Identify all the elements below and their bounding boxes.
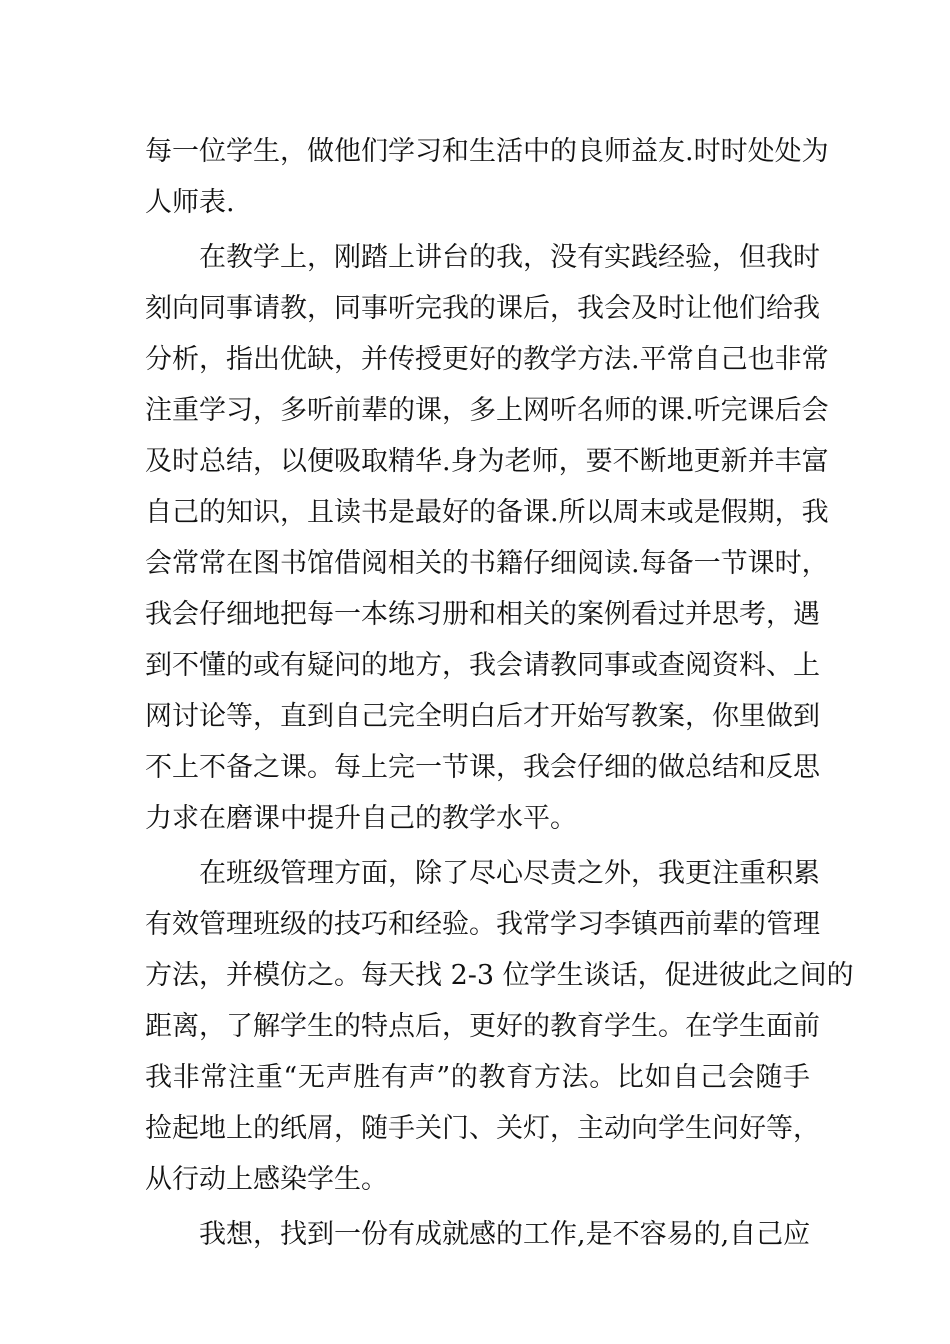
text-line: 有效管理班级的技巧和经验。我常学习李镇西前辈的管理 [145,909,820,940]
text-line: 我会仔细地把每一本练习册和相关的案例看过并思考，遇 [145,599,820,630]
text-line: 网讨论等，直到自己完全明白后才开始写教案，你里做到 [145,701,820,732]
text-line: 距离，了解学生的特点后，更好的教育学生。在学生面前 [145,1011,820,1042]
text-line: 我想，找到一份有成就感的工作,是不容易的,自己应 [199,1219,811,1250]
text-line: 不上不备之课。每上完一节课，我会仔细的做总结和反思 [145,752,820,783]
paragraph [145,126,829,228]
text-line: 及时总结，以便吸取精华.身为老师，要不断地更新并丰富 [145,446,829,477]
text-line: 分析，指出优缺，并传授更好的教学方法.平常自己也非常 [145,344,829,375]
text-line: 人师表. [145,187,235,218]
text-line: 在教学上，刚踏上讲台的我，没有实践经验，但我时 [199,242,820,273]
text-line: 在班级管理方面，除了尽心尽责之外，我更注重积累 [199,858,820,889]
paragraph [145,848,854,1205]
text-line: 每一位学生，做他们学习和生活中的良师益友.时时处处为 [145,136,829,167]
paragraph [145,232,829,844]
text-line: 从行动上感染学生。 [145,1164,388,1195]
text-line: 会常常在图书馆借阅相关的书籍仔细阅读.每备一节课时， [145,548,829,579]
paragraph [145,1209,810,1260]
document-body [145,126,854,1260]
text-line: 自己的知识，且读书是最好的备课.所以周末或是假期，我 [145,497,829,528]
text-line: 到不懂的或有疑问的地方，我会请教同事或查阅资料、上 [145,650,820,681]
text-line: 刻向同事请教，同事听完我的课后，我会及时让他们给我 [145,293,820,324]
text-line: 注重学习，多听前辈的课，多上网听名师的课.听完课后会 [145,395,829,426]
text-line: 方法，并模仿之。每天找 2-3 位学生谈话，促进彼此之间的 [145,960,854,991]
text-line: 我非常注重“无声胜有声”的教育方法。比如自己会随手 [145,1062,810,1093]
text-line: 力求在磨课中提升自己的教学水平。 [145,803,577,834]
text-line: 捡起地上的纸屑，随手关门、关灯，主动向学生问好等， [145,1113,820,1144]
